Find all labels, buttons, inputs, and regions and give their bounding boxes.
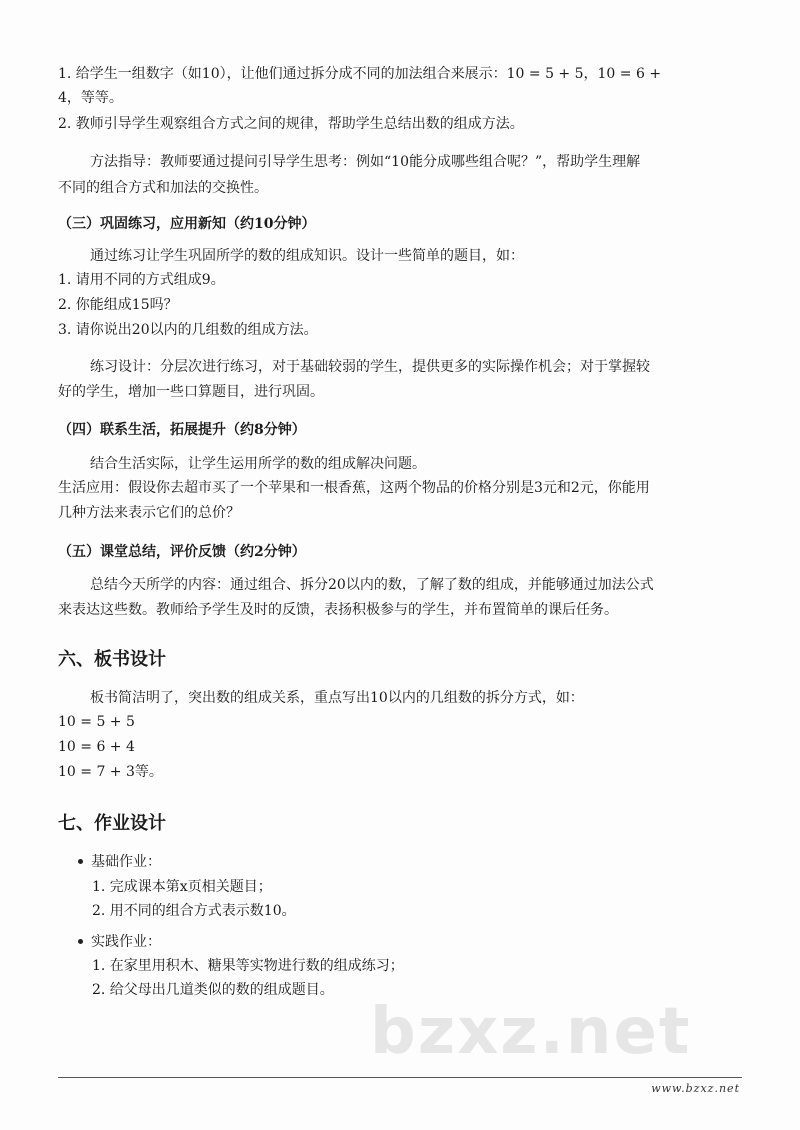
basic-homework-bullet [78,852,161,872]
section-3-intro: 通过练习让学生巩固所学的数的组成知识。设计一些简单的题目，如： [90,248,524,264]
section-4-heading: （四）联系生活，拓展提升（约8分钟） [58,422,306,438]
section-5-body: 总结今天所学的内容：通过组合、拆分20以内的数，了解了数的组成，并能够通过加法公式 [90,577,654,593]
section-6-heading: 六、板书设计 [58,649,166,670]
method-guide-cont: 不同的组合方式和加法的交换性。 [58,180,268,196]
section-4-intro: 结合生活实际，让学生运用所学的数的组成解决问题。 [90,456,426,472]
equation-2: 10 = 6 + 4 [58,739,135,755]
practice-homework-item-2: 2. 给父母出几道类似的数的组成题目。 [92,982,334,998]
section-3-design: 练习设计：分层次进行练习，对于基础较弱的学生，提供更多的实际操作机会；对于掌握较 [90,359,650,375]
bullet-dot-icon [78,939,83,944]
section-3-item-2: 2. 你能组成15吗？ [58,297,178,313]
practice-homework-label: 实践作业： [91,934,161,950]
basic-homework-label: 基础作业： [91,854,161,870]
bullet-dot-icon [78,859,83,864]
equation-1: 10 = 5 + 5 [58,714,135,730]
section-3-item-3: 3. 请你说出20以内的几组数的组成方法。 [58,322,318,338]
site-watermark: bzxz.net [370,995,692,1069]
section-6-intro: 板书简洁明了，突出数的组成关系，重点写出10以内的几组数的拆分方式，如： [90,690,584,706]
footer-divider [58,1077,742,1078]
intro-step-1: 1. 给学生一组数字（如10），让他们通过拆分成不同的加法组合来展示：10 = 5 + 5，10 = 6 + [58,66,662,82]
intro-step-2: 2. 教师引导学生观察组合方式之间的规律，帮助学生总结出数的组成方法。 [58,116,524,132]
section-5-body-cont: 来表达这些数。教师给予学生及时的反馈，表扬积极参与的学生，并布置简单的课后任务。 [58,602,618,618]
section-7-heading: 七、作业设计 [58,813,166,834]
method-guide: 方法指导：教师要通过提问引导学生思考：例如“10能分成哪些组合呢？”，帮助学生理解 [90,154,641,170]
footer-url: www.bzxz.net [651,1082,740,1095]
section-4-application: 生活应用：假设你去超市买了一个苹果和一根香蕉，这两个物品的价格分别是3元和2元，你能用 [58,480,650,496]
basic-homework-item-2: 2. 用不同的组合方式表示数10。 [92,903,296,919]
practice-homework-item-1: 1. 在家里用积木、糖果等实物进行数的组成练习； [92,958,404,974]
section-3-heading: （三）巩固练习，应用新知（约10分钟） [58,216,316,232]
section-4-application-cont: 几种方法来表示它们的总价？ [58,505,240,521]
basic-homework-item-1: 1. 完成课本第x页相关题目； [92,879,272,895]
section-3-design-cont: 好的学生，增加一些口算题目，进行巩固。 [58,384,324,400]
intro-step-1-cont: 4，等等。 [58,90,123,106]
equation-3: 10 = 7 + 3等。 [58,764,163,780]
section-5-heading: （五）课堂总结，评价反馈（约2分钟） [58,544,306,560]
practice-homework-bullet [78,932,161,952]
section-3-item-1: 1. 请用不同的方式组成9。 [58,272,225,288]
